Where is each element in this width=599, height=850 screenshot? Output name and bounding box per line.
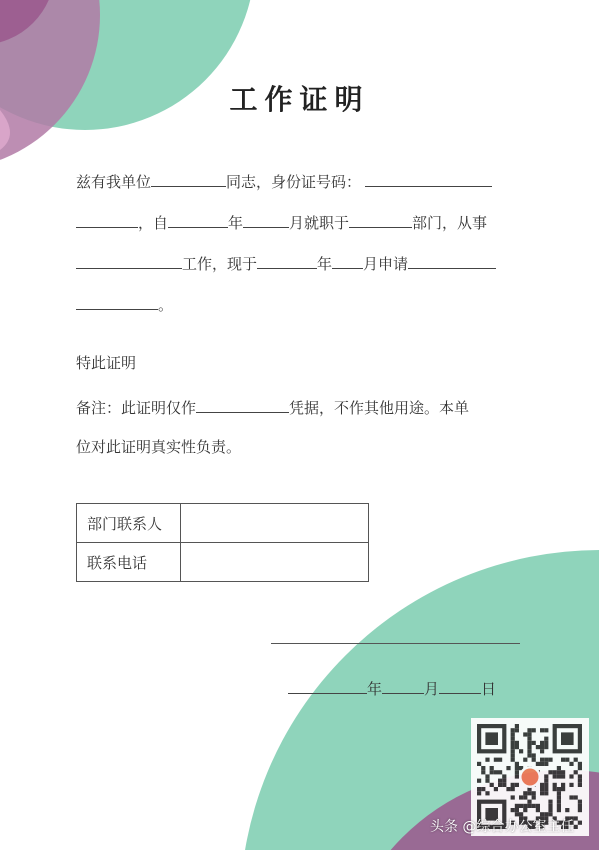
remark-line-2: 位对此证明真实性负责。 [76, 438, 242, 456]
table-row [77, 543, 369, 582]
body-line-2 [76, 211, 487, 233]
date-month: 月 [424, 680, 440, 698]
date-line [288, 677, 496, 699]
document-title: 工作证明 [229, 83, 370, 116]
body-line-4 [76, 293, 173, 315]
name-blank[interactable] [151, 170, 226, 187]
contact-phone-value[interactable] [181, 543, 369, 582]
body-line-3 [76, 252, 496, 274]
job-blank[interactable] [76, 252, 182, 269]
contact-person-label: 部门联系人 [77, 504, 181, 543]
apply-purpose-blank[interactable] [408, 252, 496, 269]
remark-line-1 [76, 396, 469, 418]
sign-day-blank[interactable] [439, 677, 481, 694]
text-unit: 兹有我单位 [76, 173, 152, 191]
text-month-apply: 月申请 [363, 255, 409, 273]
body-line-1 [76, 170, 492, 192]
text-department: 部门，从事 [412, 214, 488, 232]
date-year: 年 [367, 680, 383, 698]
text-employed-at: 月就职于 [289, 214, 350, 232]
contact-phone-label: 联系电话 [77, 543, 181, 582]
signature-line[interactable] [271, 643, 520, 644]
watermark [430, 816, 574, 836]
sign-year-blank[interactable] [288, 677, 367, 694]
text-year: 年 [228, 214, 244, 232]
apply-purpose-blank-cont[interactable] [76, 293, 158, 310]
apply-year-blank[interactable] [257, 252, 317, 269]
id-number-blank-cont[interactable] [76, 211, 138, 228]
text-id-label: 同志，身份证号码： [226, 173, 362, 191]
start-year-blank[interactable] [168, 211, 228, 228]
watermark-account: @综合办公室主任 [462, 819, 575, 835]
watermark-source: 头条 [430, 819, 458, 835]
date-day: 日 [481, 680, 497, 698]
contact-table [76, 503, 369, 582]
apply-month-blank[interactable] [332, 252, 363, 269]
start-month-blank[interactable] [243, 211, 289, 228]
department-blank[interactable] [349, 211, 412, 228]
id-number-blank[interactable] [365, 170, 492, 187]
text-work-now: 工作，现于 [182, 255, 258, 273]
sign-month-blank[interactable] [382, 677, 424, 694]
purpose-blank[interactable] [196, 396, 289, 413]
table-row [77, 504, 369, 543]
text-year-2: 年 [317, 255, 333, 273]
remark-label: 备注：此证明仅作 [76, 399, 197, 417]
text-period: 。 [158, 296, 174, 314]
contact-person-value[interactable] [181, 504, 369, 543]
remark-text: 凭据，不作其他用途。本单 [289, 399, 470, 417]
text-from: ，自 [138, 214, 169, 232]
certify-text: 特此证明 [76, 354, 137, 372]
